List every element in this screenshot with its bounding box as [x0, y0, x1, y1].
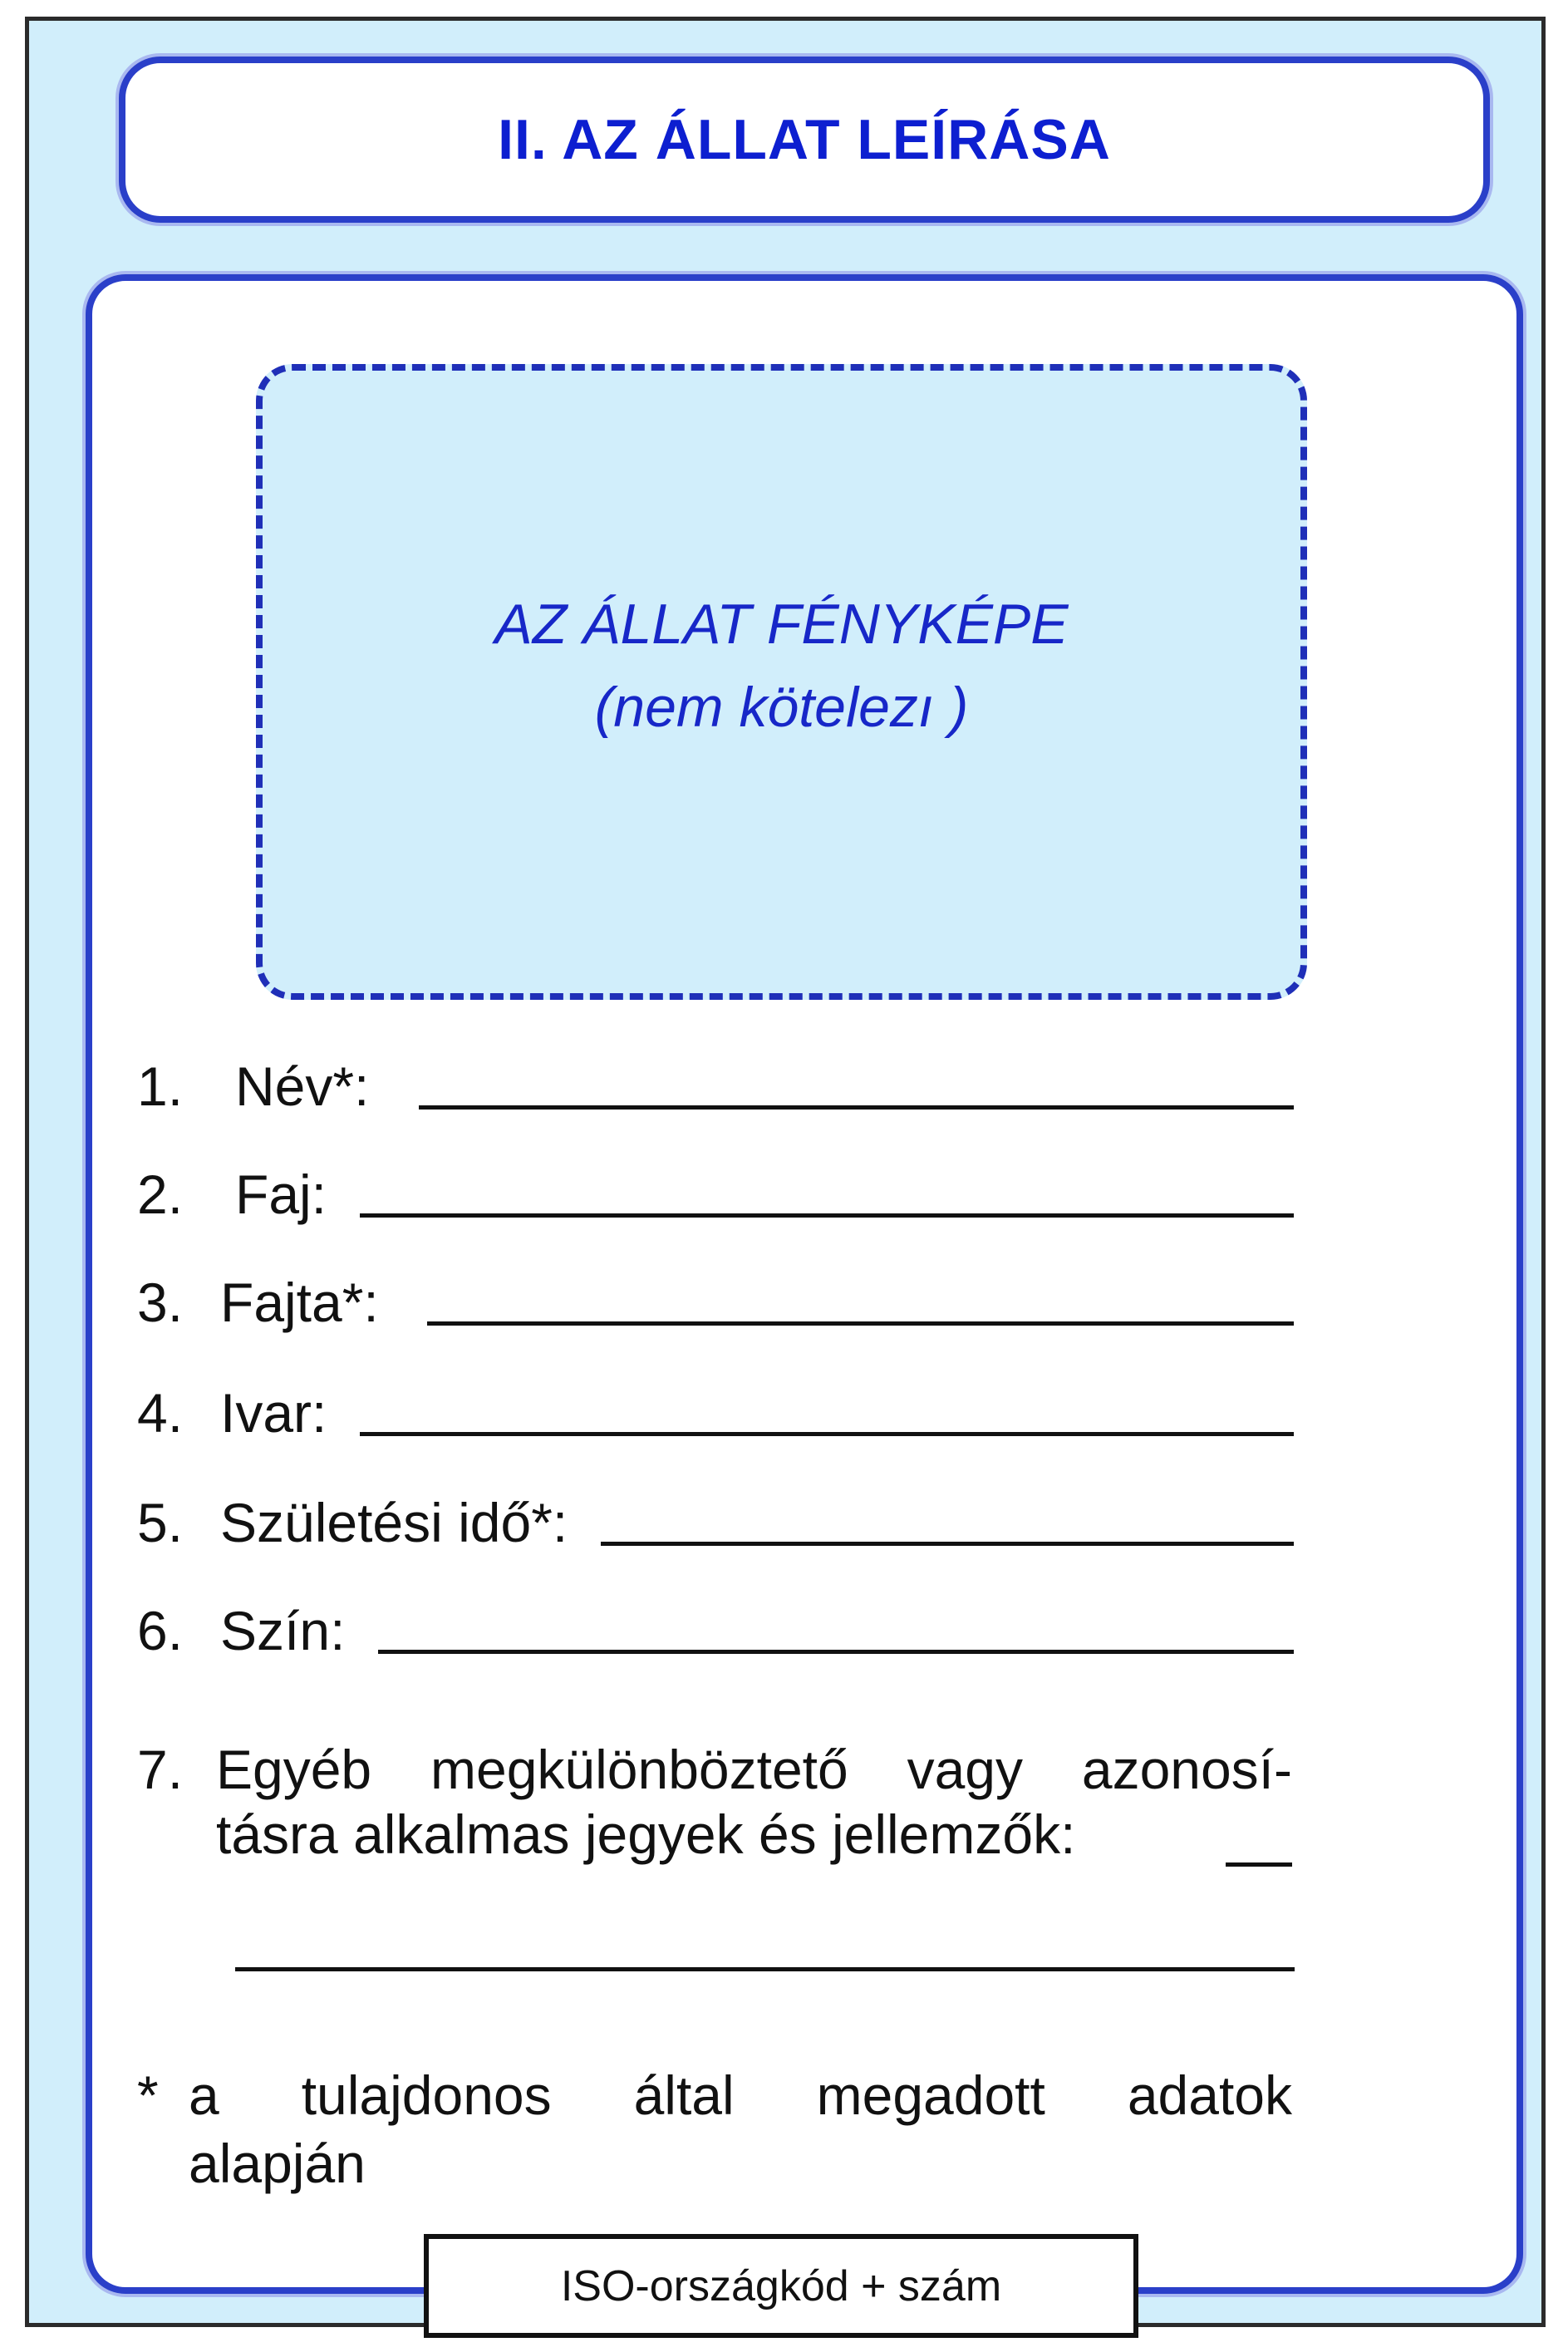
field-label: Fajta*: — [220, 1272, 379, 1333]
page-title: II. AZ ÁLLAT LEÍRÁSA — [498, 108, 1111, 171]
field-number: 4. — [137, 1382, 184, 1444]
field-number: 7. — [137, 1739, 184, 1800]
photo-placeholder[interactable] — [256, 364, 1307, 1000]
field-sex — [137, 1378, 1294, 1444]
footnote-word: a — [189, 2064, 219, 2126]
footnote-text — [189, 2061, 1292, 2197]
footnote-word: tulajdonos — [301, 2064, 552, 2126]
marks-input-line[interactable] — [235, 1967, 1295, 1971]
field-distinguishing-marks — [137, 1737, 1292, 1867]
sex-input-line[interactable] — [360, 1432, 1294, 1436]
name-input-line[interactable] — [419, 1105, 1294, 1110]
field-number: 5. — [137, 1492, 184, 1553]
field-label: Név*: — [235, 1055, 370, 1117]
footnote-asterisk: * — [137, 2064, 159, 2126]
field-number: 2. — [137, 1164, 184, 1225]
field-label-line-2-row — [216, 1802, 1292, 1867]
field-label-line-2: tásra alkalmas jegyek és jellemzők: — [216, 1803, 1076, 1865]
footnote-word: által — [633, 2064, 735, 2126]
species-input-line[interactable] — [360, 1213, 1294, 1218]
field-label: Születési idő*: — [220, 1492, 568, 1553]
footnote-line-1 — [189, 2061, 1292, 2129]
field-birth-date — [137, 1488, 1294, 1554]
footnote — [137, 2061, 1292, 2197]
breed-input-line[interactable] — [427, 1321, 1294, 1326]
footnote-line-2: alapján — [189, 2133, 366, 2194]
colour-input-line[interactable] — [378, 1650, 1294, 1654]
field-colour — [137, 1596, 1294, 1662]
field-name — [137, 1051, 1294, 1118]
field-label: Ivar: — [220, 1382, 327, 1444]
field-label: Szín: — [220, 1600, 346, 1661]
field-number: 3. — [137, 1272, 184, 1333]
title-box — [119, 57, 1490, 223]
iso-code-label: ISO-országkód + szám — [560, 2261, 1002, 2310]
iso-code-box — [424, 2234, 1138, 2338]
field-breed — [137, 1267, 1294, 1334]
field-number: 6. — [137, 1600, 184, 1661]
birth-date-input-line[interactable] — [601, 1542, 1294, 1546]
footnote-word: megadott — [816, 2064, 1045, 2126]
photo-optional-note: (nem kötelezı ) — [594, 675, 969, 739]
field-label: Faj: — [235, 1164, 327, 1225]
field-label-line-1: Egyéb megkülönböztető vagy azonosí- — [216, 1739, 1292, 1800]
photo-label: AZ ÁLLAT FÉNYKÉPE — [494, 592, 1069, 656]
marks-input-line-start[interactable] — [1226, 1802, 1292, 1867]
field-number: 1. — [137, 1055, 184, 1117]
footnote-word: adatok — [1127, 2064, 1292, 2126]
field-species — [137, 1159, 1294, 1226]
